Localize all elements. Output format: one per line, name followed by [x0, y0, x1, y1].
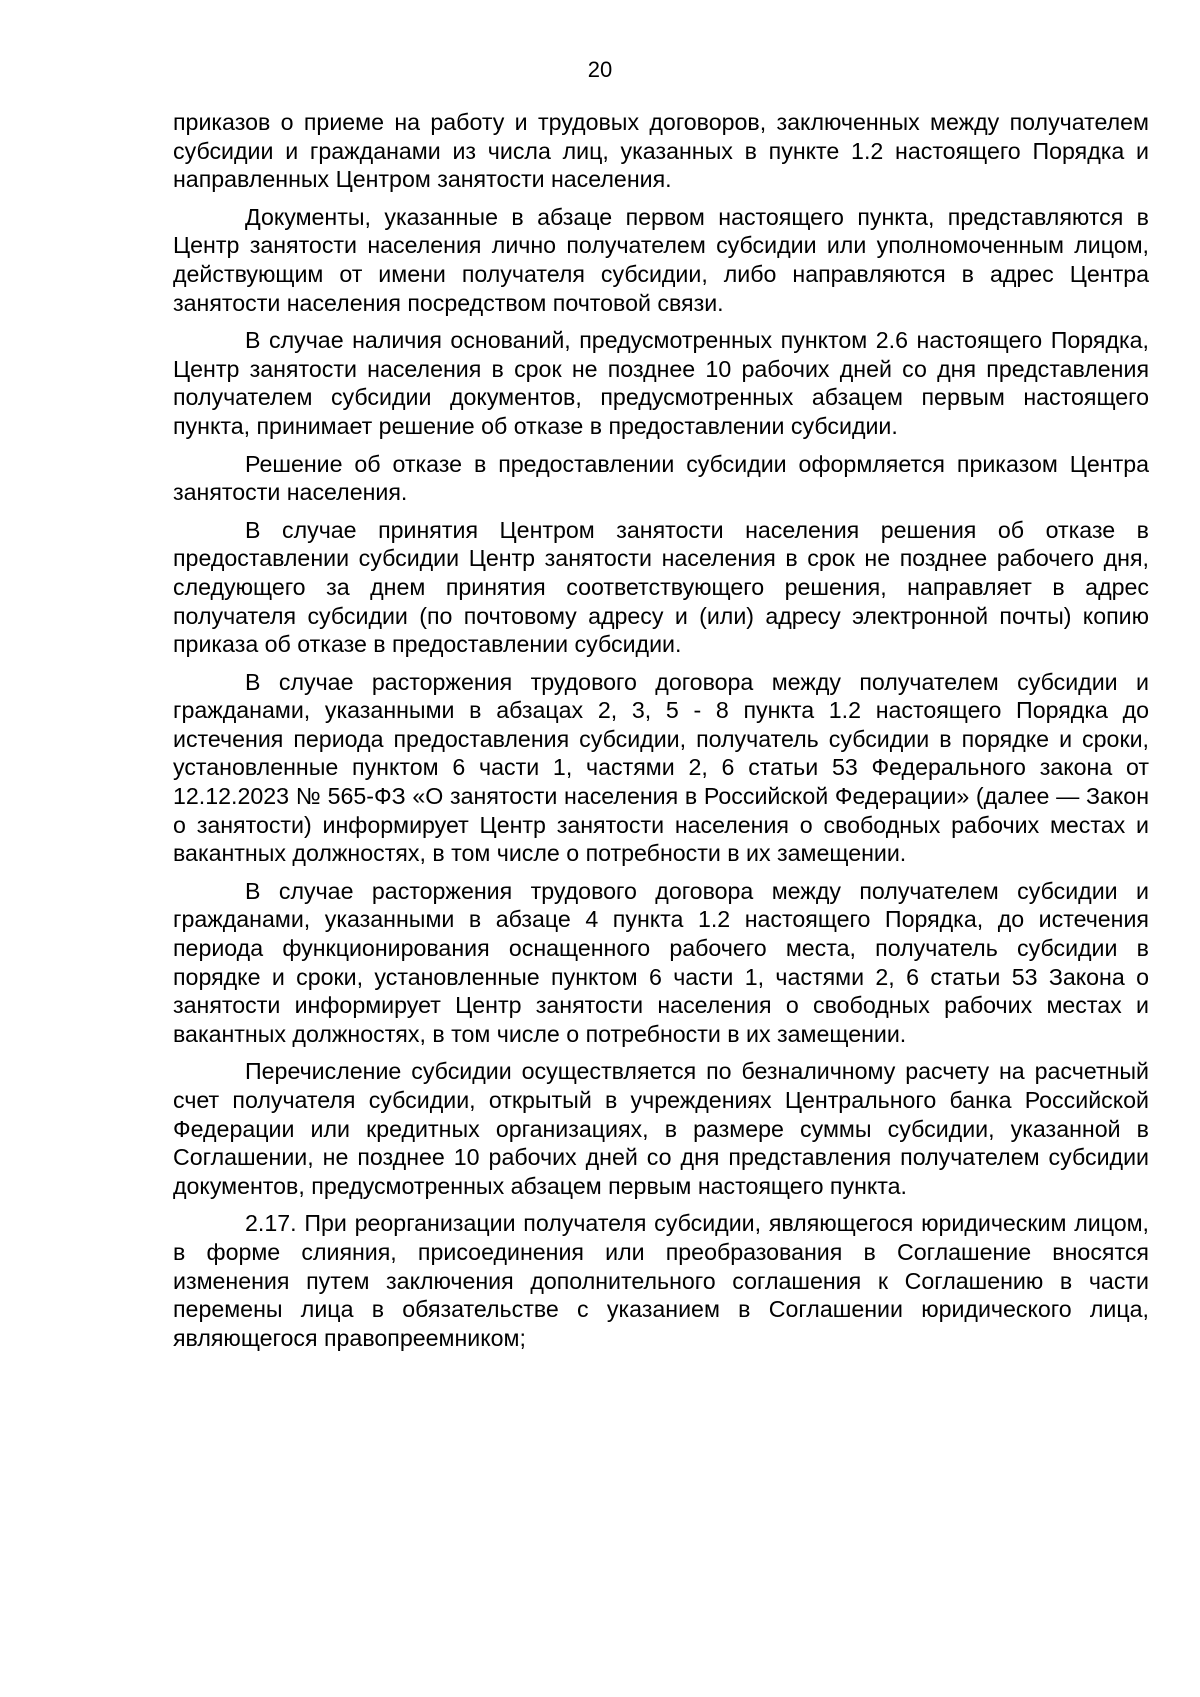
paragraph-8: Перечисление субсидии осуществляется по безналичному расчету на расчетный счет получателя субсидии, открытый в учреждениях Центрального банка Российской Федерации или кредитных организациях, в размере суммы субсидии, указанной в Соглашении, не позднее 10 рабочих дней со дня представления получателем субсидии документов, предусмотренных абзацем первым настоящего пункта.	[173, 1058, 1149, 1199]
paragraph-7: В случае расторжения трудового договора между получателем субсидии и гражданами, указанными в абзаце 4 пункта 1.2 настоящего Порядка, до истечения периода функционирования оснащенного рабочего места, получатель субсидии в порядке и сроки, установленные пунктом 6 части 1, частями 2, 6 статьи 53 Закона о занятости информирует Центр занятости населения о свободных рабочих местах и вакантных должностях, в том числе о потребности в их замещении.	[173, 877, 1149, 1047]
paragraph-6: В случае расторжения трудового договора между получателем субсидии и гражданами, указанными в абзацах 2, 3, 5 - 8 пункта 1.2 настоящего Порядка до истечения периода предоставления субсидии, получатель субсидии в порядке и сроки, установленные пунктом 6 части 1, частями 2, 6 статьи 53 Федерального закона от 12.12.2023 № 565-ФЗ «О занятости населения в Российской Федерации» (далее — Закон о занятости) информирует Центр занятости населения о свободных рабочих местах и вакантных должностях, в том числе о потребности в их замещении.	[173, 668, 1149, 867]
paragraph-3: В случае наличия оснований, предусмотренных пунктом 2.6 настоящего Порядка, Центр занятости населения в срок не позднее 10 рабочих дней со дня представления получателем субсидии документов, предусмотренных абзацем первым настоящего пункта, принимает решение об отказе в предоставлении субсидии.	[173, 327, 1149, 439]
page-number: 20	[587, 57, 613, 82]
paragraph-9: 2.17. При реорганизации получателя субсидии, являющегося юридическим лицом, в форме слияния, присоединения или преобразования в Соглашение вносятся изменения путем заключения дополнительного соглашения к Соглашению в части перемены лица в обязательстве с указанием в Соглашении юридического лица, являющегося правопреемником;	[173, 1210, 1149, 1351]
document-body	[173, 108, 1149, 1361]
paragraph-1: приказов о приеме на работу и трудовых договоров, заключенных между получателем субсидии и гражданами из числа лиц, указанных в пункте 1.2 настоящего Порядка и направленных Центром занятости населения.	[173, 109, 1149, 193]
paragraph-4: Решение об отказе в предоставлении субсидии оформляется приказом Центра занятости населения.	[173, 450, 1149, 506]
paragraph-2: Документы, указанные в абзаце первом настоящего пункта, представляются в Центр занятости населения лично получателем субсидии или уполномоченным лицом, действующим от имени получателя субсидии, либо направляются в адрес Центра занятости населения посредством почтовой связи.	[173, 203, 1149, 316]
paragraph-5: В случае принятия Центром занятости населения решения об отказе в предоставлении субсидии Центр занятости населения в срок не позднее рабочего дня, следующего за днем принятия соответствующего решения, направляет в адрес получателя субсидии (по почтовому адресу и (или) адресу электронной почты) копию приказа об отказе в предоставлении субсидии.	[173, 516, 1149, 658]
